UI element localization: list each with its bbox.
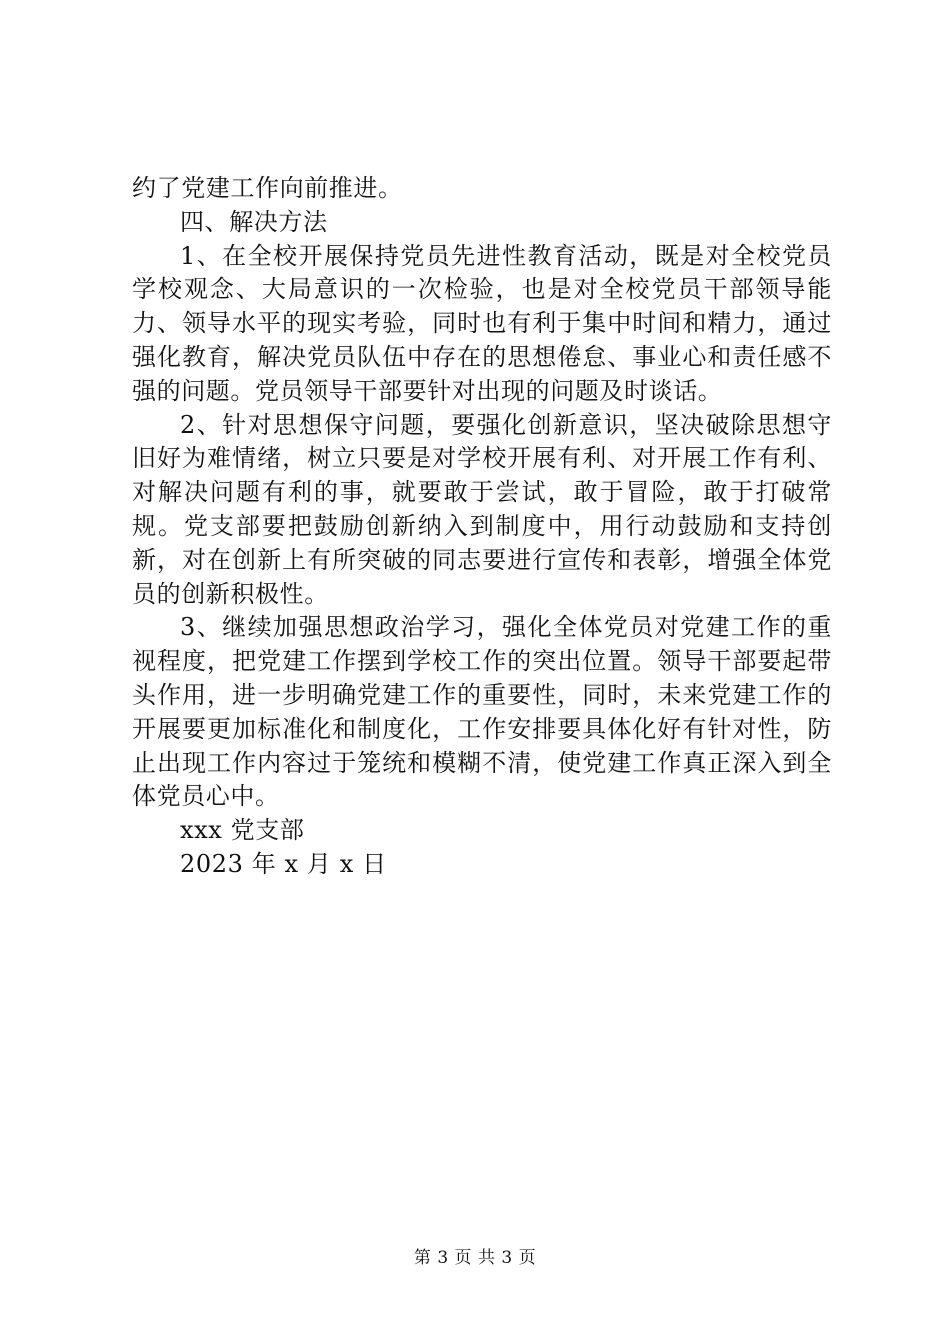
signature-organization: xxx 党支部 xyxy=(180,816,305,845)
paragraph-item-3: 3、继续加强思想政治学习，强化全体党员对党建工作的重视程度，把党建工作摆到学校工作的突出位置。领导干部要起带头作用，进一步明确党建工作的重要性，同时，未来党建工作的开展要更加标准化和制度化，工作安排要具体化好有针对性，防止出现工作内容过于笼统和模糊不清，使党建工作真正深入到全体党员心中。 xyxy=(132,613,832,811)
section-heading: 四、解决方法 xyxy=(180,207,328,236)
document-body xyxy=(132,172,832,882)
paragraph-item-1: 1、在全校开展保持党员先进性教育活动，既是对全校党员学校观念、大局意识的一次检验，也是对全校党员干部领导能力、领导水平的现实考验，同时也有利于集中时间和精力，通过强化教育，解决党员队伍中存在的思想倦怠、事业心和责任感不强的问题。党员领导干部要针对出现的问题及时谈话。 xyxy=(132,241,832,405)
signature-date: 2023 年 x 月 x 日 xyxy=(180,849,387,878)
paragraph-continuation: 约了党建工作向前推进。 xyxy=(132,174,403,202)
paragraph-item-2: 2、针对思想保守问题，要强化创新意识，坚决破除思想守旧好为难情绪，树立只要是对学校开展有利、对开展工作有利、对解决问题有利的事，就要敢于尝试，敢于冒险，敢于打破常规。党支部要把鼓励创新纳入到制度中，用行动鼓励和支持创新，对在创新上有所突破的同志要进行宣传和表彰，增强全体党员的创新积极性。 xyxy=(132,410,832,608)
page-footer: 第 3 页 共 3 页 xyxy=(413,1248,537,1268)
